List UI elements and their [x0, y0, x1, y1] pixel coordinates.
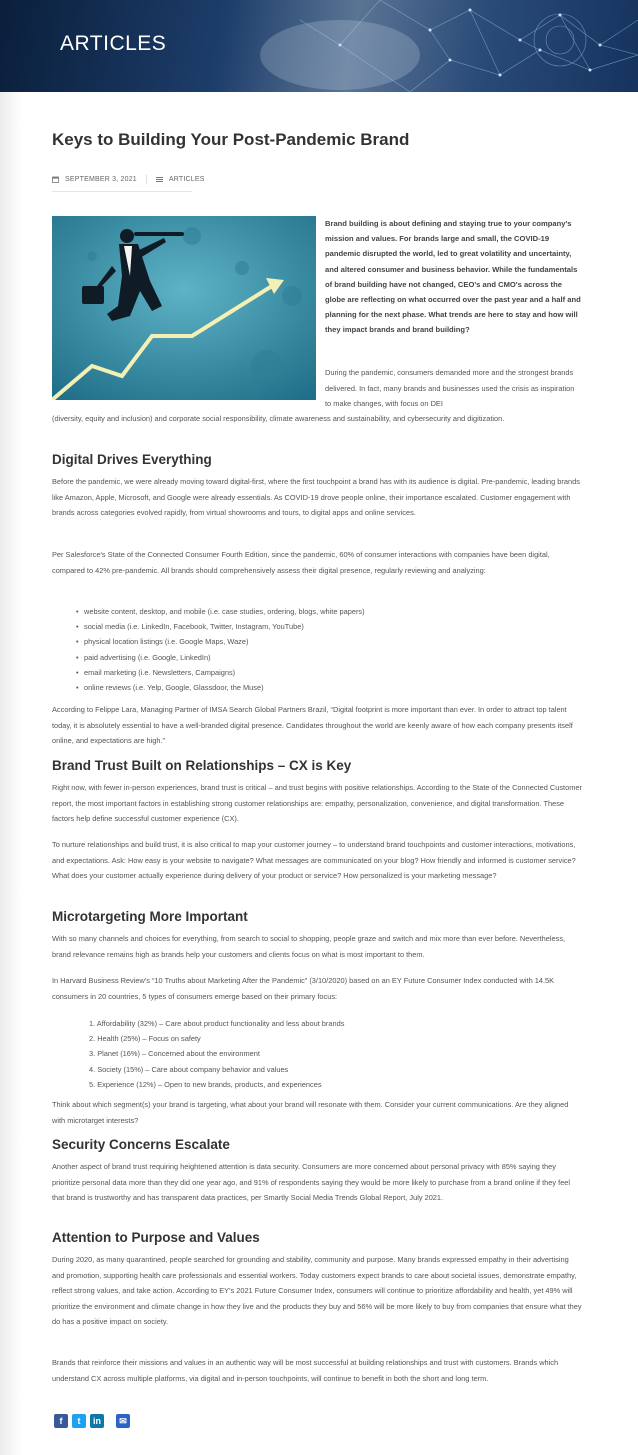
list-item: 4. Society (15%) – Care about company behavior and values: [89, 1064, 289, 1074]
article-meta: [52, 175, 205, 184]
heading-purpose: Attention to Purpose and Values: [52, 1230, 260, 1245]
banner-title: ARTICLES: [60, 32, 167, 55]
list-icon: [156, 176, 163, 183]
facebook-icon[interactable]: f: [54, 1414, 68, 1428]
intro-lead-paragraph: Brand building is about defining and staying true to your company's mission and values. For brands large and small, the COVID-19 pandemic disrupted the world, led to great volatility and uncertainty, and altered consumer and business behavior. While the fundamentals of brand building have not changed, CEO's and CMO's across the globe are reflecting on what occurred over the past year and a half and planning for the next phase. What trends are here to stay and how will they impact brands and brand building?: [325, 219, 581, 335]
intro-paragraph-top: During the pandemic, consumers demanded more and the strongest brands delivered. In fact, many brands and businesses used the crisis as inspiration to make changes, with focus on DEI: [325, 368, 575, 408]
micro-paragraph-3: Think about which segment(s) your brand is targeting, what about your brand will resonate with them. Consider your current communications. Are they aligned with microtarget interests?: [52, 1100, 569, 1125]
list-item: 2. Health (25%) – Focus on safety: [89, 1034, 201, 1044]
article-category-link[interactable]: ARTICLES: [168, 176, 205, 183]
meta-divider: [146, 175, 147, 184]
trust-paragraph-1: Right now, with fewer in-person experiences, brand trust is critical – and trust begins with positive relationships. According to the State of the Connected Customer report, the most important factors in establishing strong customer relationships are: empathy, personalization, convenience, and digital transformation. These factors help define successful customer experience (CX).: [52, 783, 582, 823]
purpose-paragraph-1: During 2020, as many quarantined, people searched for grounding and stability, community and purpose. Many brands expressed empathy in their advertising and promotion, supporting health care professionals and essential workers. Today customers expect brands to care about societal issues, demonstrate empathy, reflect strong values, and take action. According to EY's 2021 Future Consumer Index, consumers will continue to prioritize affordability and health, yet 49% will prioritize the environment and climate change in how they live and the products they buy and 56% will be more likely to buy from companies that ensure what they do has a positive impact on society.: [52, 1255, 582, 1326]
list-item: 3. Planet (16%) – Concerned about the environment: [89, 1049, 260, 1059]
trust-paragraph-2: To nurture relationships and build trust, it is also critical to map your customer journey – to understand brand touchpoints and customer interactions, motivations, and expectations. Ask: How easy is your website to navigate? What messages are communicated on your blog? How friendly and informed is customer service? What does your customer actually experience during delivery of your product or service? How personalized is your marketing message?: [52, 840, 576, 880]
digital-paragraph-3: According to Felippe Lara, Managing Partner of IMSA Search Global Partners Brazil, “Digital footprint is more important than ever. In order to attract top talent today, it is absolutely essential to have a well-branded digital presence. Candidates throughout the world are keenly aware of how each company presents itself online, and expectations are high.”: [52, 705, 573, 745]
list-item: • social media (i.e. LinkedIn, Facebook, Twitter, Instagram, YouTube): [76, 619, 365, 634]
intro-paragraph-bottom: (diversity, equity and inclusion) and corporate social responsibility, climate awareness and sustainability, and cybersecurity and digitization.: [52, 414, 505, 423]
list-item: • website content, desktop, and mobile (i.e. case studies, ordering, blogs, white papers): [76, 604, 365, 619]
list-item: • physical location listings (i.e. Google Maps, Waze): [76, 634, 365, 649]
list-item: • email marketing (i.e. Newsletters, Campaigns): [76, 665, 365, 680]
heading-trust: Brand Trust Built on Relationships – CX is Key: [52, 758, 352, 773]
digital-bullet-list: [76, 604, 365, 695]
meta-underline: [52, 191, 192, 192]
heading-digital: Digital Drives Everything: [52, 452, 212, 467]
twitter-icon[interactable]: t: [72, 1414, 86, 1428]
heading-security: Security Concerns Escalate: [52, 1137, 230, 1152]
purpose-paragraph-2: Brands that reinforce their missions and values in an authentic way will be most successful at building relationships and trust with customers. Brands which understand CX across multiple platforms, via digital and in-person touchpoints, will continue to benefit in both the short and long term.: [52, 1358, 559, 1383]
article-date: SEPTEMBER 3, 2021: [65, 176, 137, 183]
micro-paragraph-1: With so many channels and choices for everything, from search to social to shopping, people graze and switch and mix more than ever before. Nevertheless, brand relevance remains high as brands help your customers and clients focus on what is most important to them.: [52, 934, 566, 959]
article-illustration: [52, 216, 316, 400]
consumer-types-list: [89, 1016, 344, 1092]
list-item: 1. Affordability (32%) – Care about product functionality and less about brands: [89, 1019, 345, 1028]
share-buttons: [54, 1414, 130, 1428]
micro-paragraph-2: In Harvard Business Review's “10 Truths about Marketing After the Pandemic” (3/10/2020) based on an EY Future Consumer Index conducted with 14.5K consumers in 20 countries, 5 types of consumers emerge based on their primary focus:: [52, 976, 555, 1001]
linkedin-icon[interactable]: in: [90, 1414, 104, 1428]
digital-paragraph-1: Before the pandemic, we were already moving toward digital-first, where the first touchpoint a brand has with its audience is digital. Pre-pandemic, leading brands like Amazon, Apple, Microsoft, and Google were already essentials. As COVID-19 drove people online, their importance escalated. Customer engagement with brands across categories evolved rapidly, from virtual showrooms and tours, to digital apps and online services.: [52, 477, 580, 517]
digital-paragraph-2: Per Salesforce's State of the Connected Consumer Fourth Edition, since the pandemic, 60% of consumer interactions with companies have been digital, compared to 42% pre-pandemic. All brands should comprehensively assess their digital presence, regularly reviewing and analyzing:: [52, 550, 550, 575]
heading-microtargeting: Microtargeting More Important: [52, 909, 248, 924]
page-banner: [0, 0, 638, 92]
list-item: • online reviews (i.e. Yelp, Google, Glassdoor, the Muse): [76, 680, 365, 695]
email-icon[interactable]: ✉: [116, 1414, 130, 1428]
list-item: • paid advertising (i.e. Google, LinkedIn): [76, 650, 365, 665]
page-edge-shadow: [0, 92, 22, 1455]
calendar-icon: [52, 176, 59, 183]
security-paragraph-1: Another aspect of brand trust requiring heightened attention is data security. Consumers are more concerned about personal privacy with 85% saying they prioritize personal data more than they did one year ago, and 91% of respondents saying they would be more likely to purchase from a brand online if they feel that brand is trustworthy and has transparent data practices, per Smartly Social Media Trends Global Report, July 2021.: [52, 1162, 571, 1202]
article-title: Keys to Building Your Post-Pandemic Brand: [52, 130, 410, 149]
list-item: 5. Experience (12%) – Open to new brands, products, and experiences: [89, 1079, 322, 1089]
